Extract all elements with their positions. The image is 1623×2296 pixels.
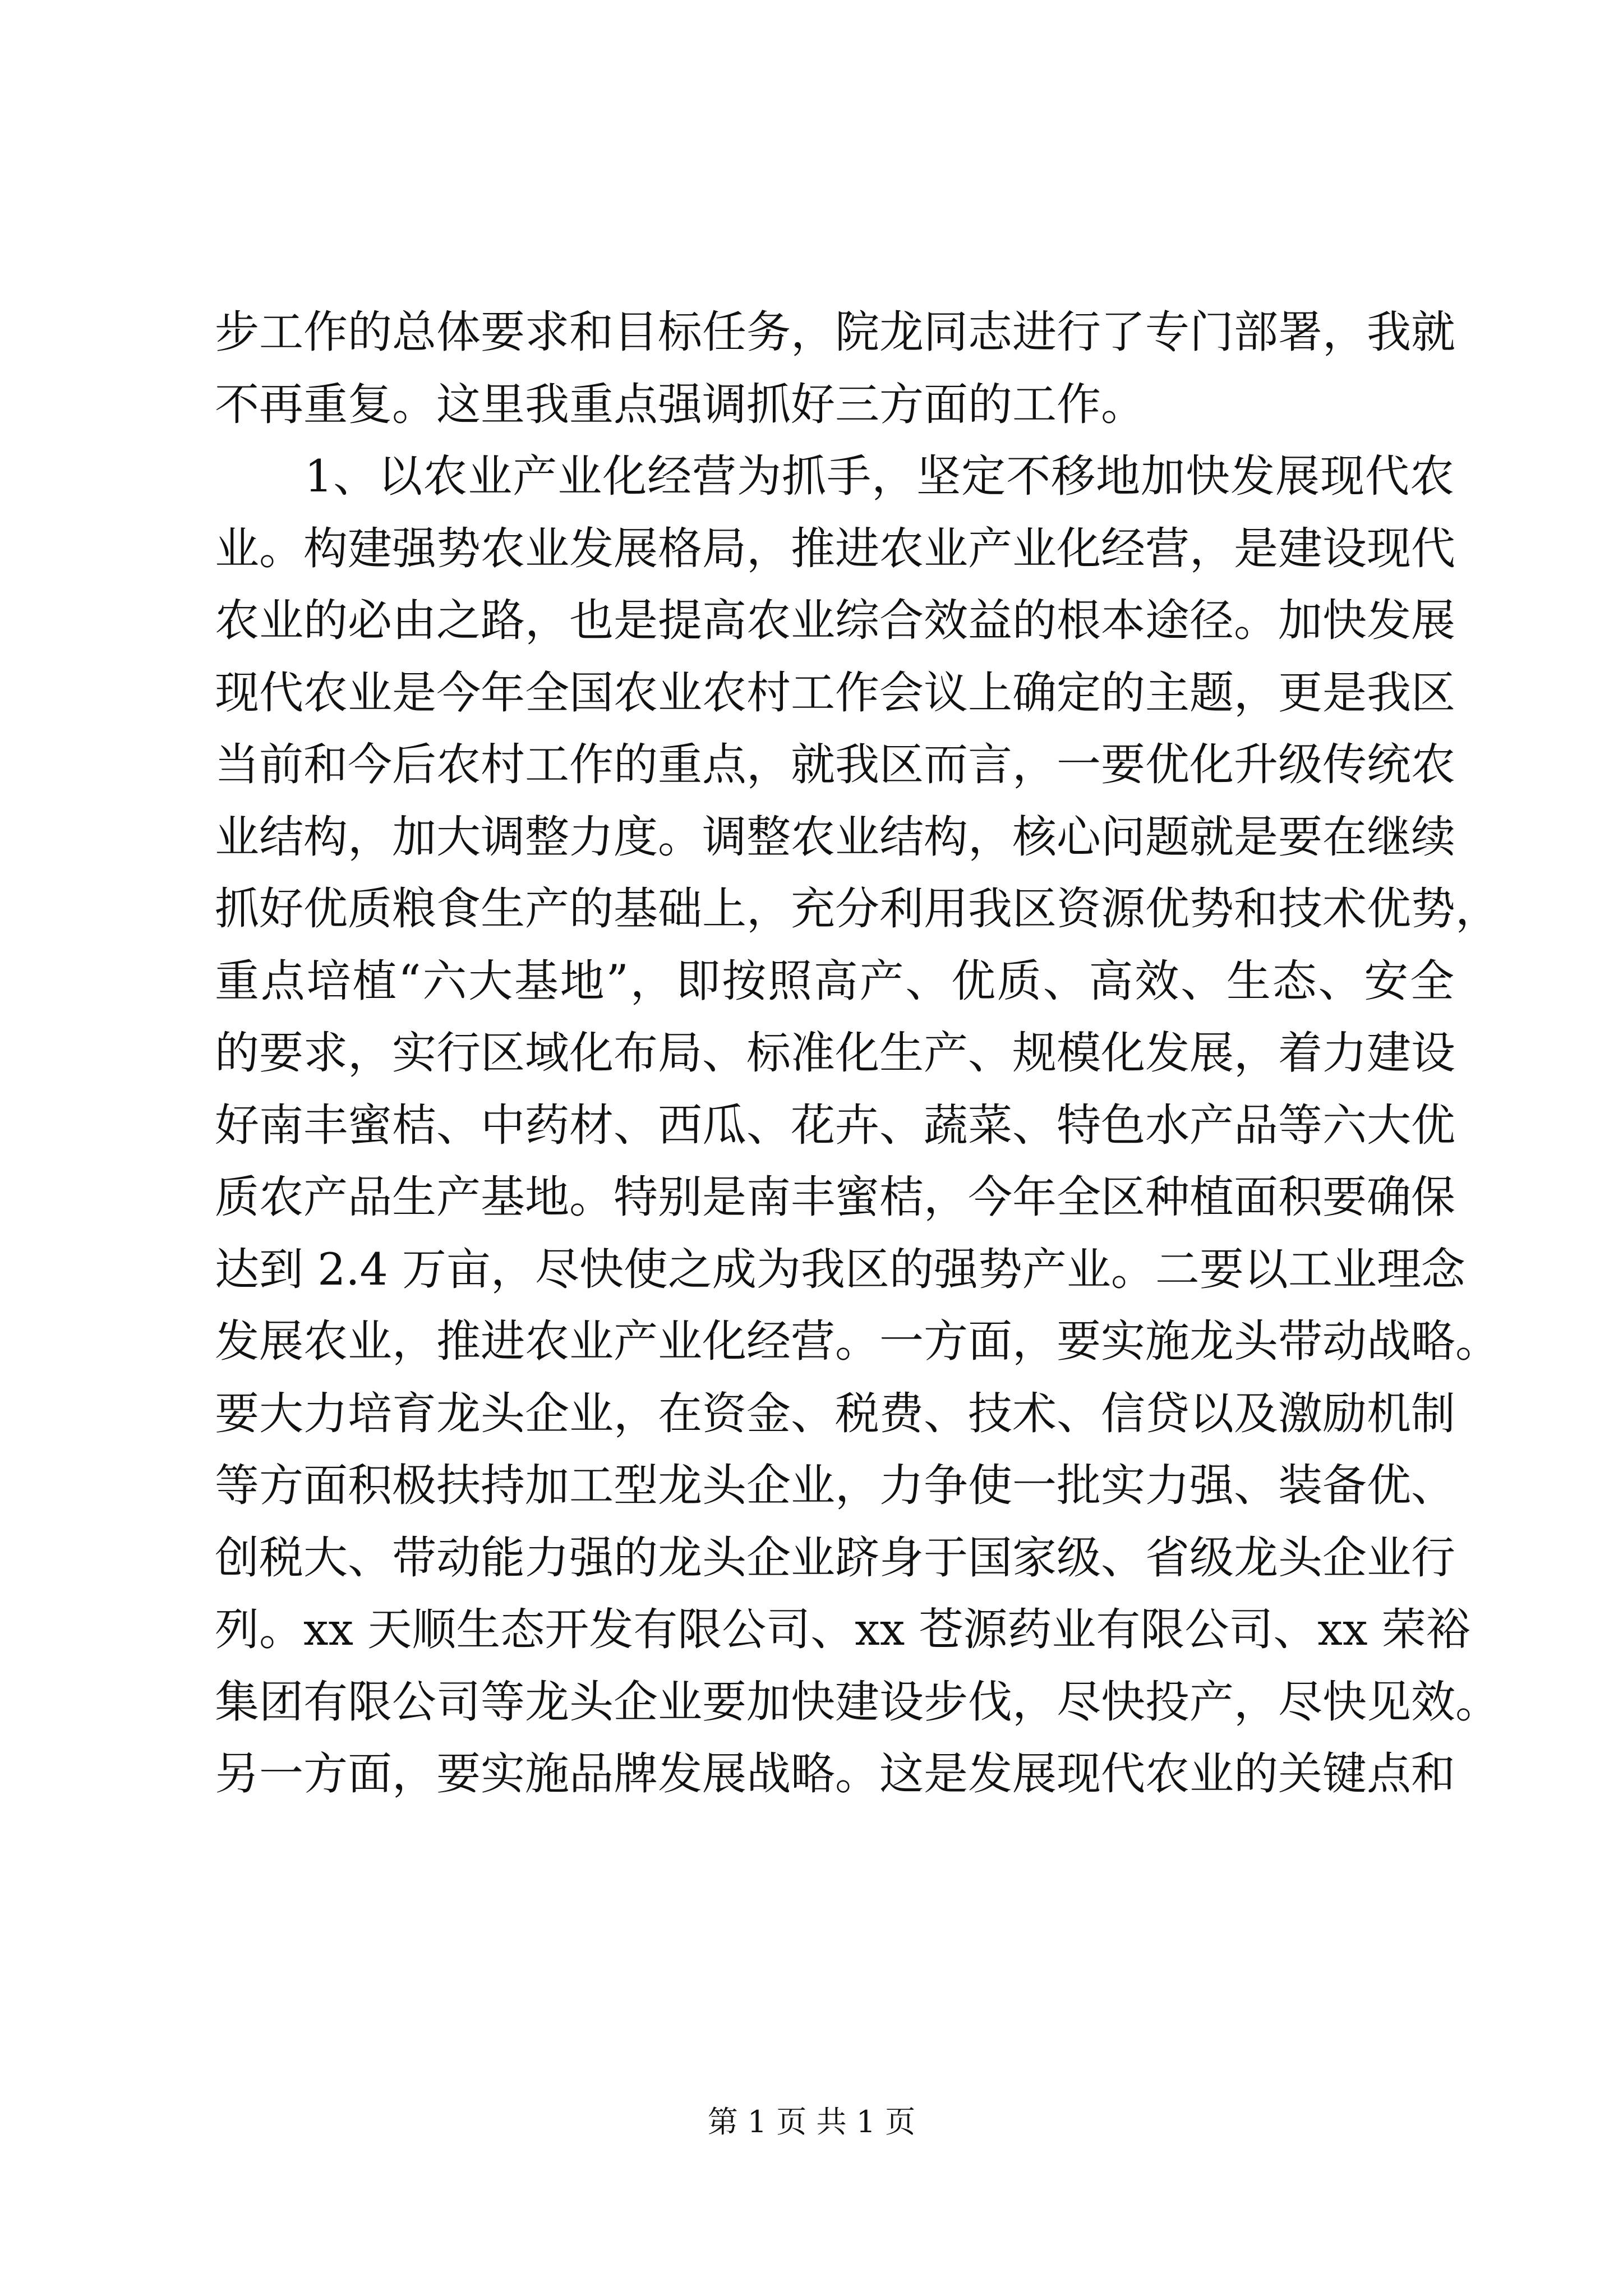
text-line: 1、以农业产业化经营为抓手，坚定不移地加快发展现代农 [305,450,1454,502]
text-line: 步工作的总体要求和目标任务，院龙同志进行了专门部署，我就 [215,306,1455,358]
text-line: 发展农业，推进农业产业化经营。一方面，要实施龙头带动战略。 [215,1315,1500,1367]
text-line: 业。构建强势农业发展格局，推进农业产业化经营，是建设现代 [215,522,1455,574]
page-number-footer: 第 1 页 共 1 页 [707,2104,916,2139]
text-line: 不再重复。这里我重点强调抓好三方面的工作。 [215,378,1145,430]
text-line: 业结构，加大调整力度。调整农业结构，核心问题就是要在继续 [215,811,1455,863]
text-line: 集团有限公司等龙头企业要加快建设步伐，尽快投产，尽快见效。 [215,1676,1500,1728]
body-text [215,296,1500,1810]
text-line: 创税大、带动能力强的龙头企业跻身于国家级、省级龙头企业行 [215,1531,1455,1584]
text-line: 抓好优质粮食生产的基础上，充分利用我区资源优势和技术优势， [215,883,1500,935]
text-line: 另一方面，要实施品牌发展战略。这是发展现代农业的关键点和 [215,1748,1455,1800]
text-line: 现代农业是今年全国农业农村工作会议上确定的主题，更是我区 [215,666,1455,719]
text-line: 的要求，实行区域化布局、标准化生产、规模化发展，着力建设 [215,1027,1455,1079]
text-line: 达到 2.4 万亩，尽快使之成为我区的强势产业。二要以工业理念 [215,1243,1465,1295]
text-line: 重点培植“六大基地”，即按照高产、优质、高效、生态、安全 [215,955,1454,1007]
text-line: 当前和今后农村工作的重点，就我区而言，一要优化升级传统农 [215,739,1455,790]
text-line: 要大力培育龙头企业，在资金、税费、技术、信贷以及激励机制 [215,1387,1455,1439]
text-line: 好南丰蜜桔、中药材、西瓜、花卉、蔬菜、特色水产品等六大优 [215,1099,1455,1151]
text-line: 等方面积极扶持加工型龙头企业，力争使一批实力强、装备优、 [215,1460,1455,1511]
text-line: 列。xx 天顺生态开发有限公司、xx 苍源药业有限公司、xx 荣裕 [215,1604,1470,1655]
text-line: 质农产品生产基地。特别是南丰蜜桔，今年全区种植面积要确保 [215,1171,1455,1223]
text-line: 农业的必由之路，也是提高农业综合效益的根本途径。加快发展 [215,595,1455,646]
